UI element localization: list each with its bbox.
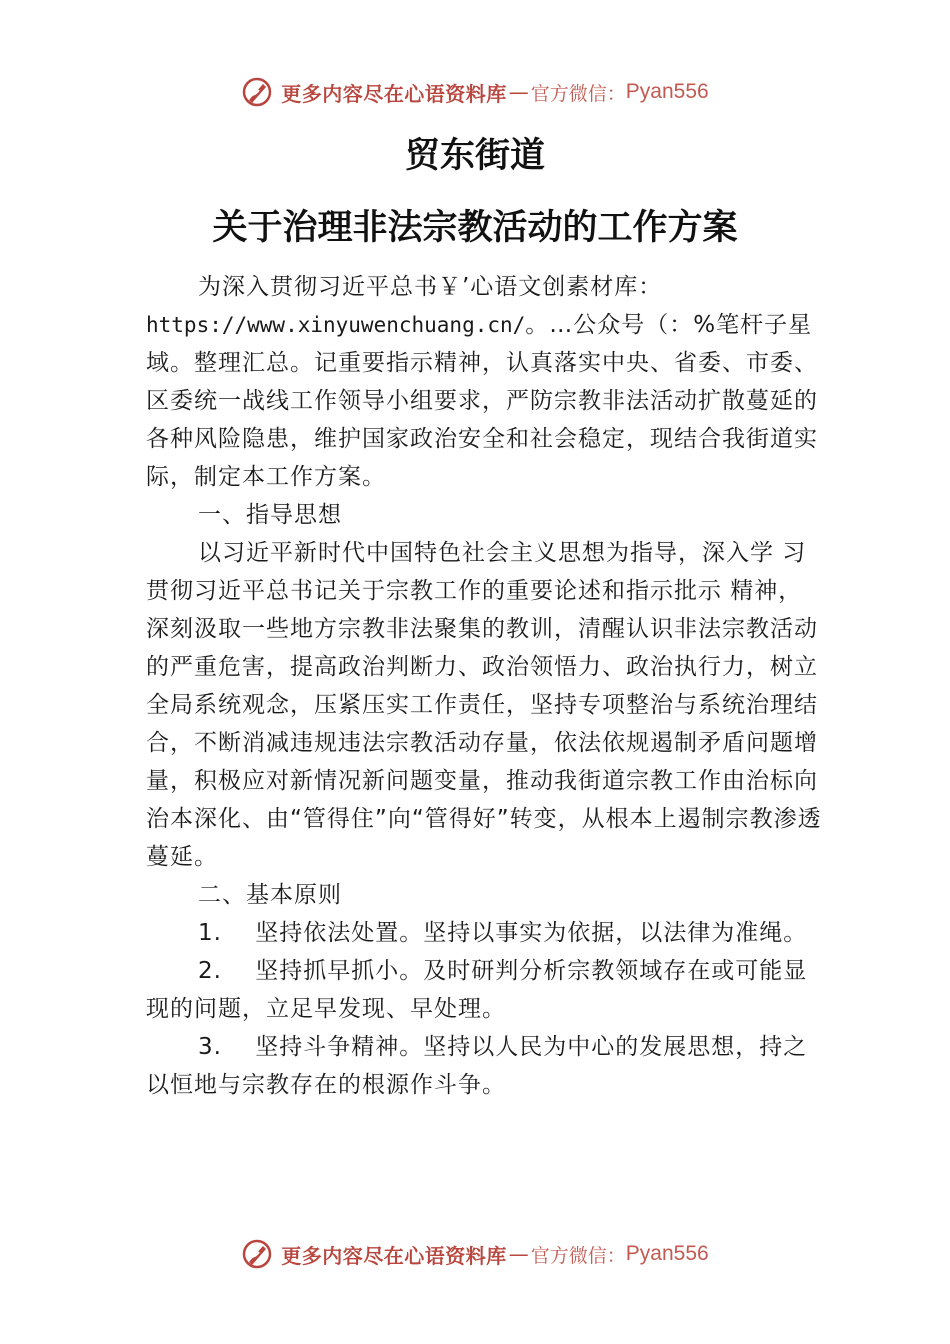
principle-number: 3. [198,1034,222,1060]
document-title-line1: 贸东街道 [404,135,545,176]
watermark-wechat-id: Pyan556 [625,80,709,103]
watermark-footer [0,1234,950,1274]
principle-text: 坚持斗争精神。坚持以人民为中心的发展思想，持之以恒地与宗教存在的根源作斗争。 [146,1034,808,1098]
watermark-dash: — [508,1242,529,1266]
intro-text-1: 为深入贯彻习近平总书￥’心语文创素材库： [198,274,663,300]
principle-text: 坚持抓早抓小。及时研判分析宗教领域存在或可能显现的问题，立足早发现、早处理。 [146,958,808,1022]
principle-number: 1. [198,920,222,946]
principle-number: 2. [198,958,222,984]
section1-text: 以习近平新时代中国特色社会主义思想为指导，深入学 习贯彻习近平总书记关于宗教工作的重要论述和指示批示 精神，深刻汲取一些地方宗教非法聚集的教训，清醒认识非法宗教活动的严重危害，提高政治判断力、政治领悟力、政治执行力，树立全局系统观念，压紧压实工作责任，坚持专项整治与系统治理结合，不断消减违规违法宗教活动存量，依法依规遏制矛盾问题增量，积极应对新情况新问题变量，推动我街道宗教工作由治标向治本深化、由“管得住”向“管得好”转变，从根本上遏制宗教渗透蔓延。 [146,540,822,870]
watermark-dash: — [508,80,529,104]
intro-paragraph [146,268,826,496]
principle-item [146,1028,826,1104]
principle-item [146,952,826,1028]
intro-text-1b: 。…公众号（：%笔杆 [525,312,765,338]
watermark-text: 更多内容尽在心语资料库 [281,81,507,106]
watermark-text: 更多内容尽在心语资料库 [281,1243,507,1268]
section1-heading: 一、指导思想 [198,502,342,528]
watermark-label: 官方微信： [530,1244,626,1267]
principle-text: 坚持依法处置。坚持以事实为依据，以法律为准绳。 [255,920,808,946]
section2-heading: 二、基本原则 [198,882,342,908]
pen-circle-logo-icon [241,1238,273,1270]
intro-text-2: 子星域。整理汇总。记重要指示精神，认真落实中央、省委、市委、区委统一战线工作领导小组要求，严防宗教非法活动扩散蔓延的各种风险隐患，维护国家政治安全和社会稳定，现结合我街道实际，制定本工作方案。 [146,312,818,490]
pen-circle-logo-icon [241,76,273,108]
watermark-label: 官方微信： [530,82,626,105]
principle-item [146,914,826,952]
intro-url: https://www.xinyuwenchuang.cn/ [146,313,526,337]
watermark-wechat-id: Pyan556 [625,1242,709,1265]
document-title-line2: 关于治理非法宗教活动的工作方案 [212,207,738,248]
watermark-header [0,72,950,112]
document-body [146,268,826,1104]
